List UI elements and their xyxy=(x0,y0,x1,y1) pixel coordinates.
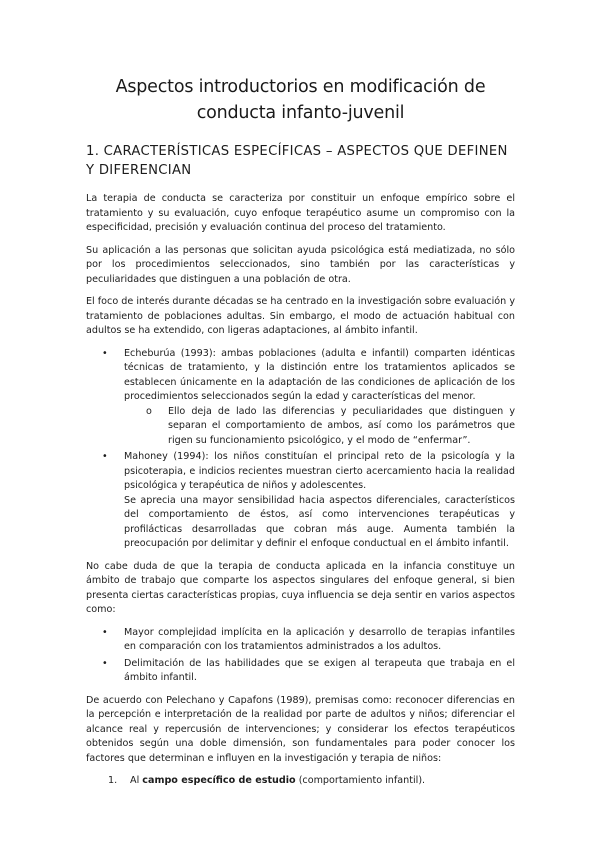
title-line-1: Aspectos introductorios en modificación de xyxy=(115,77,486,97)
circle-bullet-icon: o xyxy=(146,405,152,417)
list-item-echeburua xyxy=(92,347,515,449)
list-item-skills xyxy=(92,657,515,686)
sub-list xyxy=(124,405,515,449)
title-line-2: conducta infanto-juvenil xyxy=(196,103,405,123)
aspects-list xyxy=(86,626,515,686)
item-prefix: Al xyxy=(130,775,143,786)
list-item-text: Delimitación de las habilidades que se exigen al terapeuta que trabaja en el ámbito infantil. xyxy=(124,657,515,683)
bullet-icon: • xyxy=(102,451,108,462)
list-item-text: Echeburúa (1993): ambas poblaciones (adulta e infantil) comparten idénticas técnicas de tratamiento, y la distinción entre los tratamientos aplicados se establecen únicamente en la adaptación de las condiciones de aplicación de los procedimientos seleccionados según la edad y características del menor. xyxy=(124,347,515,402)
paragraph-3: El foco de interés durante décadas se ha centrado en la investigación sobre evaluación y tratamiento de poblaciones adultas. Sin embargo, el modo de actuación habitual con adultos se ha extendido, con ligeras adaptaciones, al ámbito infantil. xyxy=(86,296,515,336)
list-item-mahoney xyxy=(92,450,515,552)
authors-list xyxy=(86,347,515,552)
sub-list-item xyxy=(134,405,515,449)
paragraph-2: Su aplicación a las personas que solicitan ayuda psicológica está mediatizada, no sólo por los procedimientos seleccionados, sino también por las características y peculiaridades que distinguen a una población de otra. xyxy=(86,244,515,285)
item-suffix: (comportamiento infantil). xyxy=(295,775,426,786)
list-item-text: Mayor complejidad implícita en la aplicación y desarrollo de terapias infantiles en comparación con los tratamientos administrados a los adultos. xyxy=(124,626,515,652)
sub-list-item-text: Ello deja de lado las diferencias y peculiaridades que distinguen y separan el comportamiento de ambos, así como los parámetros que rigen su funcionamiento psicológico, y el modo de “enfermar”. xyxy=(168,405,515,446)
paragraph-4: No cabe duda de que la terapia de conducta aplicada en la infancia constituye un ámbito de trabajo que comparte los aspectos singulares del enfoque general, si bien presenta ciertas características propias, cuya influencia se deja sentir en varios aspectos como: xyxy=(86,560,515,615)
paragraph-1: La terapia de conducta se caracteriza por constituir un enfoque empírico sobre el tratamiento y su evaluación, cuyo enfoque terapéutico asume un compromiso con la especificidad, precisión y evaluación continua del proceso del tratamiento. xyxy=(86,193,515,233)
section-heading: 1. CARACTERÍSTICAS ESPECÍFICAS – ASPECTOS QUE DEFINEN Y DIFERENCIAN xyxy=(86,144,508,178)
bullet-icon: • xyxy=(102,347,108,359)
list-item-complexity xyxy=(92,626,515,655)
bullet-icon: • xyxy=(102,657,108,669)
bullet-icon: • xyxy=(102,626,108,638)
numbered-list xyxy=(86,774,515,789)
list-item-continuation: Se aprecia una mayor sensibilidad hacia aspectos diferenciales, característicos del comportamiento de éstos, así como intervenciones terapéuticas y profilácticas desarrolladas que cobran más auge. Aumenta también la preocupación por delimitar y definir el enfoque conductual en el ámbito infantil. xyxy=(124,494,515,549)
item-number: 1. xyxy=(108,775,118,786)
item-bold-term: campo específico de estudio xyxy=(142,775,296,786)
document-title xyxy=(86,74,515,126)
numbered-item-1 xyxy=(108,774,515,789)
list-item-text: Mahoney (1994): los niños constituían el principal reto de la psicología y la psicoterapia, e indicios recientes muestran cierto acercamiento hacia la realidad psicológica y terapéutica de niños y adolescentes. xyxy=(124,451,515,491)
paragraph-5: De acuerdo con Pelechano y Capafons (1989), premisas como: reconocer diferencias en la percepción e interpretación de la realidad por parte de adultos y niños; diferenciar el alcance real y repercusión de intervenciones; y considerar los efectos terapéuticos obtenidos según una doble dimensión, son fundamentales para poder conocer los factores que determinan e influyen en la investigación y terapia de niños: xyxy=(86,694,515,764)
